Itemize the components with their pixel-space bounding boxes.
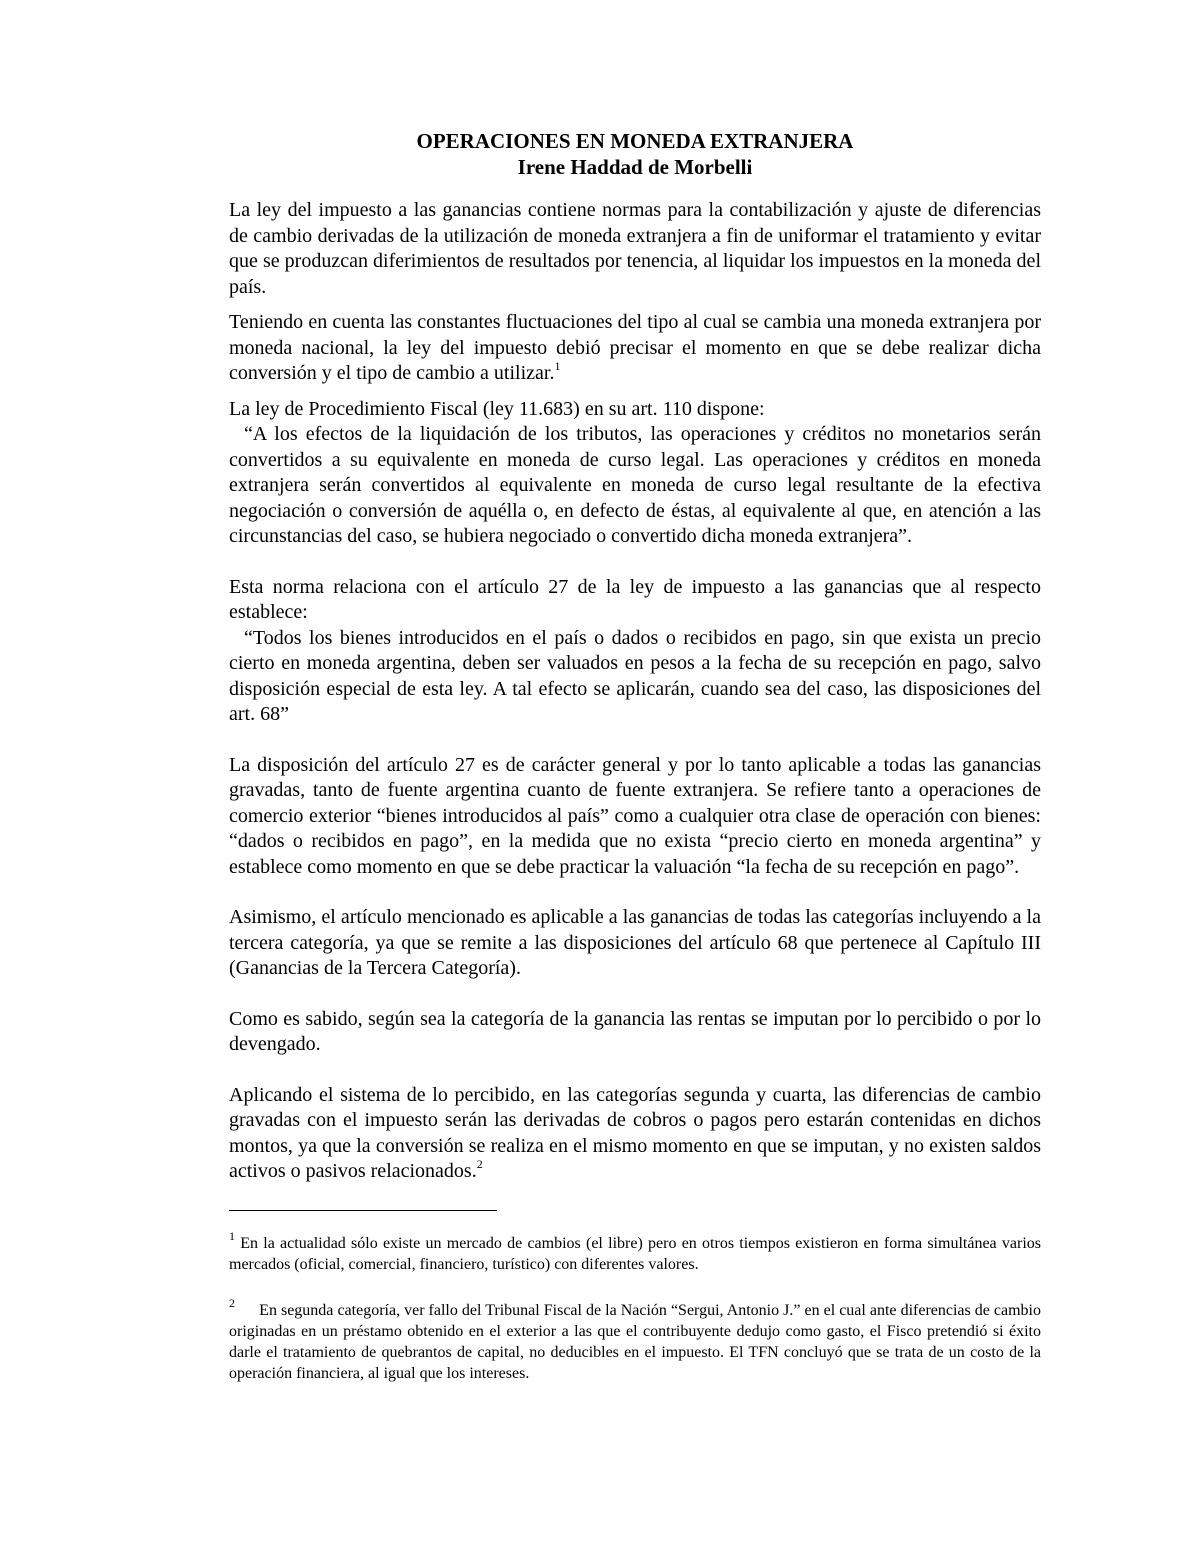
document-title: OPERACIONES EN MONEDA EXTRANJERA xyxy=(416,129,854,153)
quote-art-27-text: “Todos los bienes introducidos en el país o dados o recibidos en pago, sin que exista un precio cierto en moneda argentina, deben ser valuados en pesos a la fecha de su recepción en pago, salvo disposición especial de esta ley. A tal efecto se aplicarán, cuando sea del caso, las disposiciones del art. 68” xyxy=(229,626,1041,725)
paragraph-disposicion-text: La disposición del artículo 27 es de carácter general y por lo tanto aplicable a todas las ganancias gravadas, tanto de fuente argentina cuanto de fuente extranjera. Se refiere tanto a operaciones de comercio exterior “bienes introducidos al país” como a cualquier otra clase de operación con bienes: “dados o recibidos en pago”, en la medida que no exista “precio cierto en moneda argentina” y establece como momento en que se debe practicar la valuación “la fecha de su recepción en pago”. xyxy=(229,753,1041,878)
paragraph-asimismo-text: Asimismo, el artículo mencionado es aplicable a las ganancias de todas las categorías incluyendo a la tercera categoría, ya que se remite a las disposiciones del artículo 68 que pertenece al Capítulo III (Ganancias de la Tercera Categoría). xyxy=(229,906,1041,979)
paragraph-como-es-sabido xyxy=(229,1007,1041,1058)
paragraph-intro xyxy=(229,198,1041,300)
footnote-2-mark: 2 xyxy=(229,1295,235,1310)
paragraph-fluctuaciones xyxy=(229,310,1041,387)
paragraph-fluctuaciones-text: Teniendo en cuenta las constantes fluctuaciones del tipo al cual se cambia una moneda extranjera por moneda nacional, la ley del impuesto debió precisar el momento en que se debe realizar dicha conversión y el tipo de cambio a utilizar. xyxy=(229,311,1041,384)
paragraph-articulo-27 xyxy=(229,575,1041,626)
quote-art-27 xyxy=(229,626,1041,728)
footnote-1 xyxy=(229,1228,1045,1275)
paragraph-percibido xyxy=(229,1083,1041,1185)
footnote-2-text: En segunda categoría, ver fallo del Tribunal Fiscal de la Nación “Sergui, Antonio J.” en el cual ante diferencias de cambio originadas en un préstamo obtenido en el exterior a las que el contribuyente dedujo como gasto, el Fisco pretendió si éxito darle el tratamiento de quebrantos de capital, no deducibles en el impuesto. El TFN concluyó que se trata de un costo de la operación financiera, al igual que los intereses. xyxy=(229,1301,1045,1382)
footnote-1-text: En la actualidad sólo existe un mercado de cambios (el libre) pero en otros tiempos existieron en forma simultánea varios mercados (oficial, comercial, financiero, turístico) con diferentes valores. xyxy=(229,1234,1045,1273)
footnote-reference-2[interactable]: 2 xyxy=(476,1157,483,1171)
paragraph-disposicion xyxy=(229,753,1041,881)
paragraph-asimismo xyxy=(229,905,1041,982)
quote-art-110 xyxy=(229,422,1041,550)
footnote-reference-1[interactable]: 1 xyxy=(554,359,561,373)
footnote-1-mark: 1 xyxy=(229,1228,235,1243)
paragraph-percibido-text: Aplicando el sistema de lo percibido, en las categorías segunda y cuarta, las diferencias de cambio gravadas con el impuesto serán las derivadas de cobros o pagos pero estarán contenidas en dichos montos, ya que la conversión se realiza en el mismo momento en que se imputan, y no existen saldos activos o pasivos relacionados. xyxy=(229,1083,1041,1182)
paragraph-procedimiento-fiscal-text: La ley de Procedimiento Fiscal (ley 11.683) en su art. 110 dispone: xyxy=(229,397,765,420)
quote-art-110-text: “A los efectos de la liquidación de los tributos, las operaciones y créditos no monetarios serán convertidos a su equivalente en moneda de curso legal. Las operaciones y créditos en moneda extranjera serán convertidos al equivalente en moneda de curso legal resultante de la efectiva negociación o conversión de aquélla o, en defecto de éstas, al equivalente al que, en atención a las circunstancias del caso, se hubiera negociado o convertido dicha moneda extranjera”. xyxy=(229,423,1041,547)
paragraph-como-es-sabido-text: Como es sabido, según sea la categoría de la ganancia las rentas se imputan por lo percibido o por lo devengado. xyxy=(229,1007,1041,1055)
paragraph-procedimiento-fiscal xyxy=(229,397,1041,423)
paragraph-articulo-27-text: Esta norma relaciona con el artículo 27 de la ley de impuesto a las ganancias que al respecto establece: xyxy=(229,575,1041,623)
document-page xyxy=(229,128,1045,1384)
document-author: Irene Haddad de Morbelli xyxy=(517,155,753,179)
paragraph-intro-text: La ley del impuesto a las ganancias contiene normas para la contabilización y ajuste de diferencias de cambio derivadas de la utilización de moneda extranjera a fin de uniformar el tratamiento y evitar que se produzcan diferimientos de resultados por tenencia, al liquidar los impuestos en la moneda del país. xyxy=(229,199,1041,298)
footnote-2 xyxy=(229,1295,1045,1384)
footnote-separator xyxy=(229,1210,497,1211)
